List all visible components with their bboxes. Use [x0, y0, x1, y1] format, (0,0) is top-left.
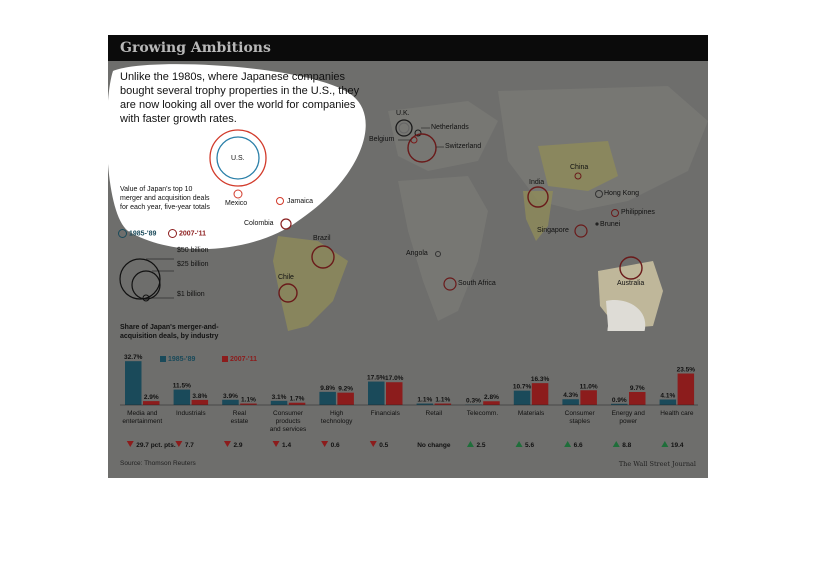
legend-map-second: 2007-'11: [168, 229, 206, 238]
label-brazil: Brazil: [313, 235, 331, 242]
label-netherlands: Netherlands: [431, 124, 469, 131]
change-down-icon: [370, 441, 377, 447]
category-label: Retail: [425, 410, 443, 417]
value-label-second: 2.8%: [484, 394, 499, 402]
change-down-icon: [127, 441, 134, 447]
size-legend-medium: $25 billion: [177, 261, 209, 268]
label-chile: Chile: [278, 274, 294, 281]
label-india: India: [529, 179, 545, 186]
value-label-first: 10.7%: [512, 383, 532, 391]
category-label: entertainment: [122, 418, 163, 425]
change-down-icon: [273, 441, 280, 447]
value-label-second: 3.8%: [192, 392, 208, 400]
change-up-icon: [467, 441, 474, 447]
intro-text: Unlike the 1980s, where Japanese companies bought several trophy properties in the U.S., they are now looking all over the world for companies with faster growth rates.: [120, 71, 360, 125]
bar-second: [386, 382, 403, 405]
change-down-icon: [321, 441, 328, 447]
bar-first: [562, 399, 579, 405]
bar-second: [337, 393, 354, 405]
bar-first: [319, 392, 336, 405]
label-hong-kong: Hong Kong: [604, 190, 640, 197]
bar-second: [143, 401, 160, 405]
change-label: 29.7 pct. pts.: [136, 442, 176, 449]
bar-first: [368, 382, 385, 405]
category-label: Consumer: [273, 410, 304, 417]
source-note: Source: Thomson Reuters: [120, 460, 196, 467]
bar-second: [580, 390, 597, 405]
value-label-second: 1.1%: [435, 396, 451, 404]
change-up-icon: [661, 441, 668, 447]
label-belgium: Belgium: [369, 136, 395, 143]
value-label-second: 11.0%: [579, 383, 598, 391]
chart-title: Growing Ambitions: [120, 40, 271, 56]
change-label: 8.8: [622, 442, 632, 449]
legend-map-first: 1985-'89: [118, 229, 156, 238]
bar-second: [629, 392, 646, 405]
value-label-first: 4.3%: [563, 392, 579, 400]
label-brunei: Brunei: [600, 221, 621, 228]
category-label: Energy and: [611, 410, 645, 417]
label-philippines: Philippines: [621, 209, 655, 216]
bar-first: [174, 390, 191, 405]
share-title: Share of Japan's merger-and-acquisition deals, by industry: [120, 324, 219, 340]
change-label: 0.6: [330, 442, 340, 449]
bar-first: [514, 391, 531, 405]
legend-bar-first: 1985-'89: [160, 356, 195, 363]
value-label-second: 9.7%: [629, 385, 645, 393]
bar-second: [532, 383, 549, 405]
value-label-second: 2.9%: [143, 394, 159, 402]
label-switzerland: Switzerland: [445, 143, 482, 150]
label-colombia: Colombia: [244, 220, 274, 227]
size-legend-large: $50 billion: [177, 247, 209, 254]
change-down-icon: [224, 441, 231, 447]
value-label-first: 4.1%: [660, 392, 676, 400]
value-label-first: 3.9%: [223, 392, 238, 400]
bar-second: [678, 374, 695, 405]
bar-second: [483, 401, 500, 405]
change-label: 0.5: [379, 442, 389, 449]
change-up-icon: [564, 441, 571, 447]
change-label: 7.7: [184, 442, 194, 449]
label-mexico: Mexico: [225, 200, 248, 207]
category-label: estate: [230, 418, 249, 425]
change-label: 2.5: [476, 442, 486, 449]
value-label-first: 11.5%: [172, 382, 191, 390]
value-label-second: 16.3%: [530, 376, 550, 384]
value-label-first: 0.9%: [611, 396, 627, 404]
label-china: China: [570, 164, 589, 171]
label-australia: Australia: [617, 280, 645, 287]
category-label: Materials: [517, 410, 545, 417]
value-label-first: 1.1%: [417, 396, 433, 404]
bar-second: [289, 403, 306, 405]
change-label: 1.4: [282, 442, 292, 449]
value-label-first: 9.8%: [320, 384, 336, 392]
category-label: and services: [269, 426, 307, 433]
change-label: No change: [417, 442, 451, 449]
category-label: Industrials: [176, 410, 206, 417]
bar-second: [192, 400, 209, 405]
value-label-second: 23.5%: [676, 366, 696, 374]
change-label: 19.4: [670, 442, 684, 449]
label-singapore: Singapore: [537, 227, 569, 234]
category-label: products: [275, 418, 301, 425]
label-jamaica: Jamaica: [287, 198, 314, 205]
bar-first: [271, 401, 288, 405]
category-label: power: [619, 418, 638, 425]
credit-note: The Wall Street Journal: [618, 460, 696, 468]
change-up-icon: [613, 441, 620, 447]
category-label: Financials: [370, 410, 400, 417]
value-label-first: 17.5%: [367, 374, 386, 382]
label-us: U.S.: [231, 155, 245, 162]
label-angola: Angola: [406, 250, 428, 257]
category-label: High: [329, 410, 344, 417]
value-label-first: 0.3%: [466, 397, 481, 405]
size-legend-small: $1 billion: [177, 291, 205, 298]
legend-bar-second: 2007-'11: [222, 356, 257, 363]
category-label: staples: [569, 418, 590, 425]
bar-first: [125, 361, 142, 405]
change-label: 2.9: [233, 442, 243, 449]
change-label: 5.6: [525, 442, 535, 449]
bar-first: [222, 400, 239, 405]
change-down-icon: [175, 441, 182, 447]
bar-chart: [108, 35, 708, 478]
value-label-second: 1.1%: [241, 396, 256, 404]
category-label: Consumer: [564, 410, 595, 417]
category-label: Telecomm.: [466, 410, 499, 417]
category-label: technology: [320, 418, 353, 425]
category-label: Real: [232, 410, 247, 417]
bar-first: [660, 400, 677, 405]
figure: [108, 35, 708, 478]
category-label: Media and: [127, 410, 158, 417]
value-label-first: 32.7%: [124, 354, 143, 362]
value-label-first: 3.1%: [271, 393, 287, 401]
value-description: Value of Japan's top 10 merger and acquisition deals for each year, five-year totals: [120, 186, 210, 211]
label-south-africa: South Africa: [458, 280, 496, 287]
value-label-second: 9.2%: [338, 385, 354, 393]
value-label-second: 17.0%: [385, 375, 404, 383]
label-uk: U.K.: [396, 110, 410, 117]
change-up-icon: [516, 441, 523, 447]
value-label-second: 1.7%: [289, 395, 305, 403]
category-label: Health care: [660, 410, 694, 417]
change-label: 6.6: [573, 442, 583, 449]
